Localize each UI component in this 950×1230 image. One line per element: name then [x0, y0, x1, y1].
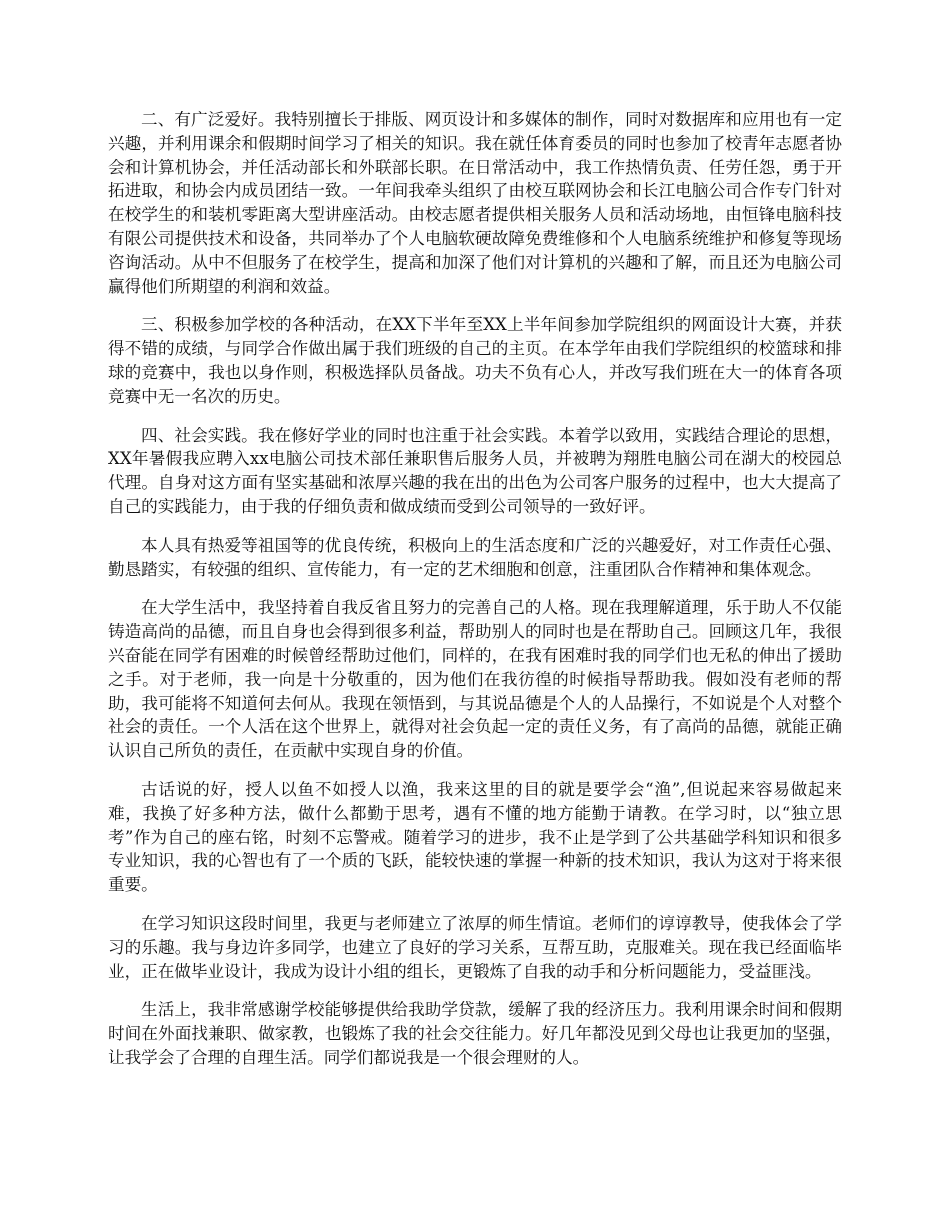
paragraph-daily-life: 生活上，我非常感谢学校能够提供给我助学贷款，缓解了我的经济压力。我利用课余时间和假期时间在外面找兼职、做家教，也锻炼了我的社会交往能力。好几年都没见到父母也让我更加的坚强，让我学会了合理的自理生活。同学们都说我是一个很会理财的人。 [108, 1000, 842, 1067]
paragraph-personal-qualities: 本人具有热爱等祖国等的优良传统，积极向上的生活态度和广泛的兴趣爱好，对工作责任心强、勤恳踏实，有较强的组织、宣传能力，有一定的艺术细胞和创意，注重团队合作精神和集体观念。 [108, 535, 842, 579]
paragraph-college-life: 在大学生活中，我坚持着自我反省且努力的完善自己的人格。现在我理解道理，乐于助人不仅能铸造高尚的品德，而且自身也会得到很多利益，帮助别人的同时也是在帮助自己。回顾这几年，我很兴奋能在同学有困难的时候曾经帮助过他们，同样的，在我有困难时我的同学们也无私的伸出了援助之手。对于老师，我一向是十分敬重的，因为他们在我彷徨的时候指导帮助我。假如没有老师的帮助，我可能将不知道何去何从。我现在领悟到，与其说品德是个人的人品操行，不如说是个人对整个社会的责任。一个人活在这个世界上，就得对社会负起一定的责任义务，有了高尚的品德，就能正确认识自己所负的责任，在贡献中实现自身的价值。 [108, 598, 842, 761]
document-page [108, 108, 842, 1085]
paragraph-social-practice: 四、社会实践。我在修好学业的同时也注重于社会实践。本着学以致用，实践结合理论的思想，XX年暑假我应聘入xx电脑公司技术部任兼职售后服务人员，并被聘为翔胜电脑公司在湖大的校园总代理。自身对这方面有坚实基础和浓厚兴趣的我在出的出色为公司客户服务的过程中，也大大提高了自己的实践能力，由于我的仔细负责和做成绩而受到公司领导的一致好评。 [108, 425, 842, 516]
paragraph-learning-method: 古话说的好，授人以鱼不如授人以渔，我来这里的目的就是要学会“渔”,但说起来容易做起来难，我换了好多种方法，做什么都勤于思考，遇有不懂的地方能勤于请教。在学习时，以“独立思考”作为自己的座右铭，时刻不忘警戒。随着学习的进步，我不止是学到了公共基础学科知识和很多专业知识，我的心智也有了一个质的飞跃，能较快速的掌握一种新的技术知识，我认为这对于将来很重要。 [108, 779, 842, 895]
paragraph-teacher-relations: 在学习知识这段时间里，我更与老师建立了浓厚的师生情谊。老师们的谆谆教导，使我体会了学习的乐趣。我与身边许多同学，也建立了良好的学习关系，互帮互助，克服难关。现在我已经面临毕业，正在做毕业设计，我成为设计小组的组长，更锻炼了自我的动手和分析问题能力，受益匪浅。 [108, 913, 842, 981]
paragraph-hobbies: 二、有广泛爱好。我特别擅长于排版、网页设计和多媒体的制作，同时对数据库和应用也有一定兴趣，并利用课余和假期时间学习了相关的知识。我在就任体育委员的同时也参加了校青年志愿者协会和计算机协会，并任活动部长和外联部长职。在日常活动中，我工作热情负责、任劳任怨，勇于开拓进取，和协会内成员团结一致。一年间我牵头组织了由校互联网协会和长江电脑公司合作专门针对在校学生的和装机零距离大型讲座活动。由校志愿者提供相关服务人员和活动场地，由恒锋电脑科技有限公司提供技术和设备，共同举办了个人电脑软硬故障免费维修和个人电脑系统维护和修复等现场咨询活动。从中不但服务了在校学生，提高和加深了他们对计算机的兴趣和了解，而且还为电脑公司赢得他们所期望的利润和效益。 [108, 110, 842, 296]
paragraph-school-activities: 三、积极参加学校的各种活动，在XX下半年至XX上半年间参加学院组织的网面设计大赛，并获得不错的成绩，与同学合作做出属于我们班级的自己的主页。在本学年由我们学院组织的校篮球和排球的竞赛中，我也以身作则，积极选择队员备战。功夫不负有心人，并改写我们班在大一的体育各项竞赛中无一名次的历史。 [108, 315, 842, 406]
